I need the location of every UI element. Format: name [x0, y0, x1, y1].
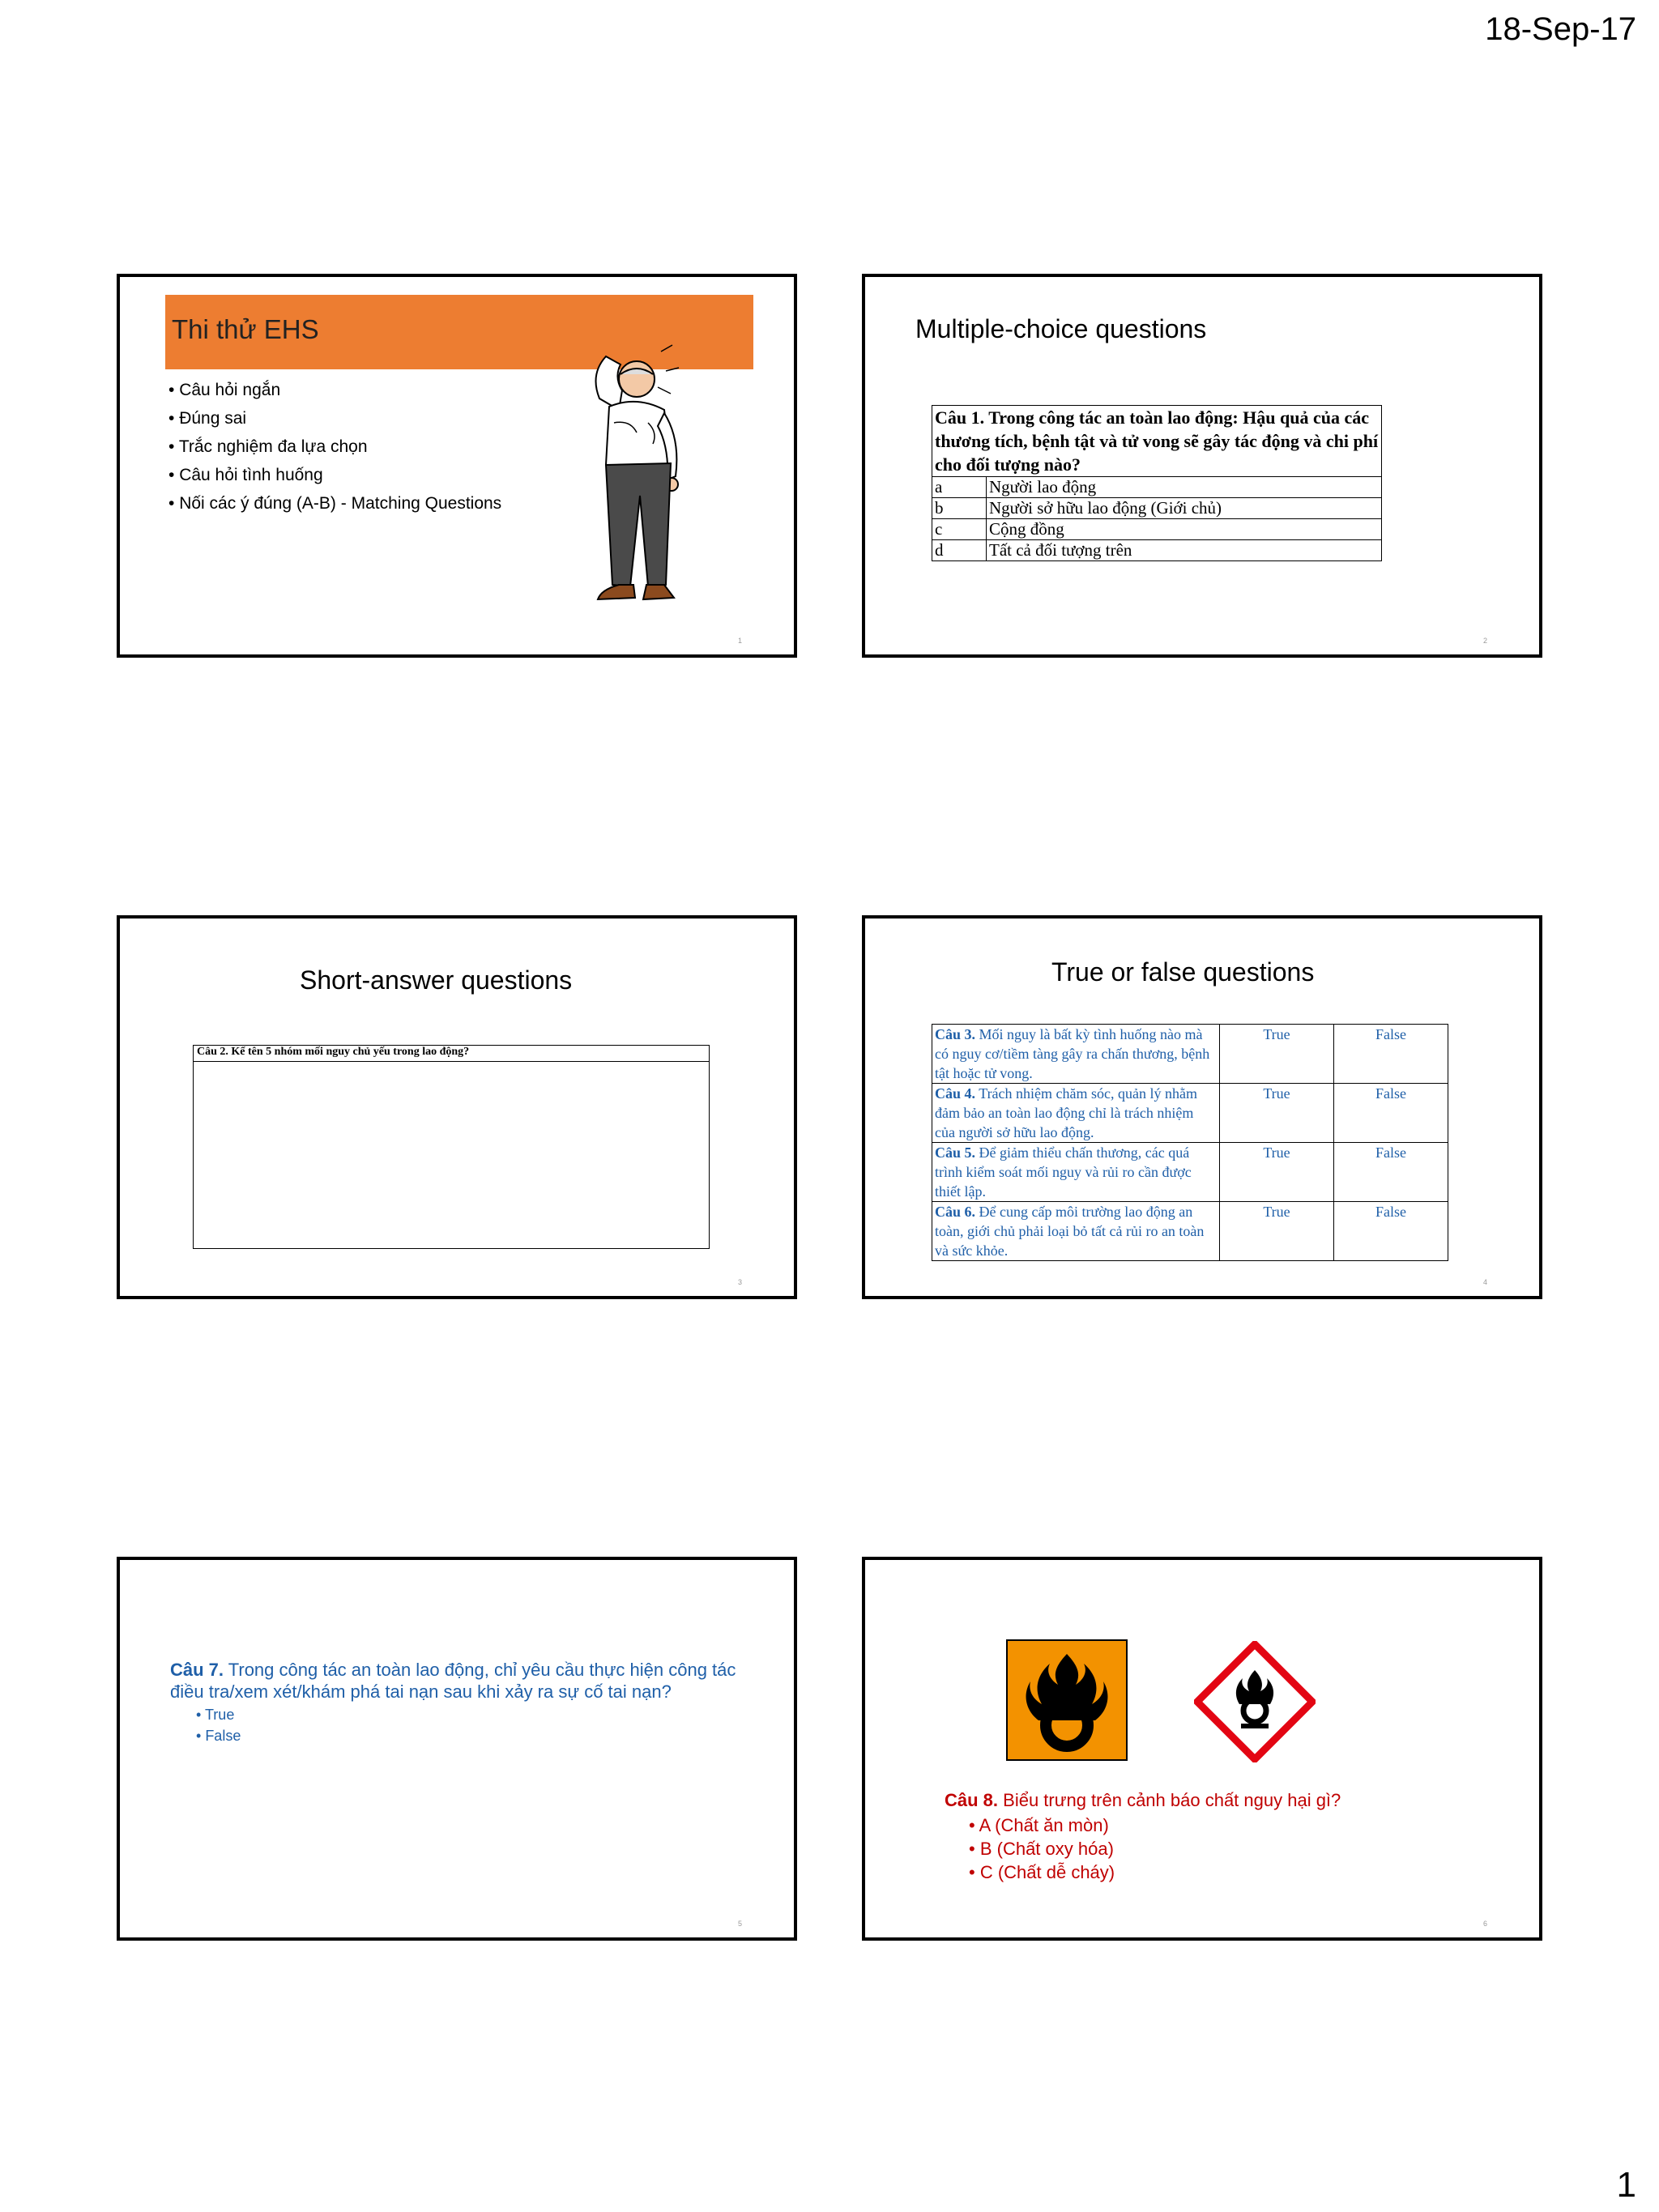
answer-area [194, 1062, 710, 1249]
list-item: • Câu hỏi ngắn [168, 376, 501, 404]
list-item: • Câu hỏi tình huống [168, 461, 501, 489]
table-row [932, 406, 1382, 477]
oxidizer-orange-symbol-icon [1006, 1639, 1128, 1761]
list-item: • Trắc nghiệm đa lựa chọn [168, 433, 501, 461]
question-text: Mối nguy là bất kỳ tình huống nào mà có nguy cơ/tiềm tàng gây ra chấn thương, bệnh tật hoặc tử vong. [935, 1026, 1210, 1081]
question-label: Câu 3. [935, 1026, 976, 1042]
thinking-man-illustration [574, 342, 703, 621]
question-text: Trách nhiệm chăm sóc, quản lý nhằm đảm bảo an toàn lao động chỉ là trách nhiệm của người sở hữu lao động. [935, 1085, 1197, 1140]
list-item: • Đúng sai [168, 404, 501, 433]
true-option[interactable]: True [1220, 1084, 1334, 1143]
false-option[interactable]: False [1334, 1025, 1448, 1084]
slide-title: Short-answer questions [300, 965, 573, 995]
slide-6 [862, 1557, 1542, 1941]
question-label: Câu 6. [935, 1204, 976, 1220]
question-label: Câu 4. [935, 1085, 976, 1102]
question-block [170, 1659, 753, 1746]
slide-number: 1 [737, 637, 742, 645]
option-true[interactable]: • True [196, 1704, 753, 1725]
slide-3 [117, 915, 797, 1299]
slide-number: 2 [1482, 637, 1487, 645]
question-text: Câu 2. Kể tên 5 nhóm mối nguy chủ yếu trong lao động? [194, 1046, 710, 1062]
date-header: 18-Sep-17 [1485, 11, 1636, 47]
question-cell [932, 1084, 1220, 1143]
option-text: Người sở hữu lao động (Giới chủ) [987, 498, 1382, 519]
table-row [932, 1143, 1448, 1202]
option-a[interactable]: • A (Chất ăn mòn) [969, 1813, 1341, 1837]
question-text: Trong công tác an toàn lao động, chỉ yêu cầu thực hiện công tác điều tra/xem xét/khám phá tai nạn sau khi xảy ra sự cố tai nạn? [170, 1660, 736, 1702]
slide-title: Thi thử EHS [172, 314, 319, 344]
slide-number: 4 [1482, 1278, 1487, 1286]
option-false[interactable]: • False [196, 1725, 753, 1746]
question-text: Biểu trưng trên cảnh báo chất nguy hại gì? [1003, 1790, 1341, 1810]
question-text: Để cung cấp môi trường lao động an toàn, giới chủ phải loại bỏ tất cả rủi ro an toàn và sức khỏe. [935, 1204, 1205, 1259]
question-label: Câu 5. [935, 1144, 976, 1161]
table-row [932, 519, 1382, 540]
false-option[interactable]: False [1334, 1084, 1448, 1143]
table-row [932, 477, 1382, 498]
slide-number: 6 [1482, 1920, 1487, 1928]
option-key: d [932, 540, 987, 561]
option-list [196, 1704, 753, 1746]
slide-number: 5 [737, 1920, 742, 1928]
question-text: Để giảm thiểu chấn thương, các quá trình kiểm soát mối nguy và rủi ro cần được thiết lập. [935, 1144, 1192, 1200]
oxidizer-ghs-diamond-icon [1194, 1641, 1316, 1762]
option-list [969, 1813, 1341, 1884]
option-text: Tất cả đối tượng trên [987, 540, 1382, 561]
slide-title: True or false questions [1051, 957, 1315, 987]
question-block [945, 1788, 1341, 1884]
option-b[interactable]: • B (Chất oxy hóa) [969, 1837, 1341, 1860]
option-key: c [932, 519, 987, 540]
true-option[interactable]: True [1220, 1202, 1334, 1261]
table-row [932, 540, 1382, 561]
question-label: Câu 7. [170, 1660, 224, 1680]
list-item: • Nối các ý đúng (A-B) - Matching Questions [168, 489, 501, 518]
question-text: Câu 1. Trong công tác an toàn lao động: Hậu quả của các thương tích, bệnh tật và tử vong sẽ gây tác động và chi phí cho đối tượng nào? [932, 406, 1382, 477]
slide-title: Multiple-choice questions [915, 314, 1207, 343]
true-option[interactable]: True [1220, 1025, 1334, 1084]
slide-4 [862, 915, 1542, 1299]
table-row [932, 498, 1382, 519]
multiple-choice-table [932, 405, 1382, 561]
option-key: a [932, 477, 987, 498]
option-text: Cộng đồng [987, 519, 1382, 540]
option-key: b [932, 498, 987, 519]
option-text: Người lao động [987, 477, 1382, 498]
slide-1 [117, 274, 797, 658]
true-false-table [932, 1024, 1448, 1261]
option-c[interactable]: • C (Chất dễ cháy) [969, 1860, 1341, 1884]
table-row [932, 1025, 1448, 1084]
false-option[interactable]: False [1334, 1202, 1448, 1261]
bullet-list [168, 376, 501, 518]
table-row [932, 1084, 1448, 1143]
question-label: Câu 8. [945, 1790, 999, 1810]
slide-2 [862, 274, 1542, 658]
slide-5 [117, 1557, 797, 1941]
true-option[interactable]: True [1220, 1143, 1334, 1202]
question-cell [932, 1143, 1220, 1202]
question-cell [932, 1202, 1220, 1261]
table-row [194, 1046, 710, 1062]
slide-number: 3 [737, 1278, 742, 1286]
page-number: 1 [1616, 2165, 1636, 2205]
table-row [932, 1202, 1448, 1261]
short-answer-table [193, 1045, 710, 1249]
question-cell [932, 1025, 1220, 1084]
false-option[interactable]: False [1334, 1143, 1448, 1202]
